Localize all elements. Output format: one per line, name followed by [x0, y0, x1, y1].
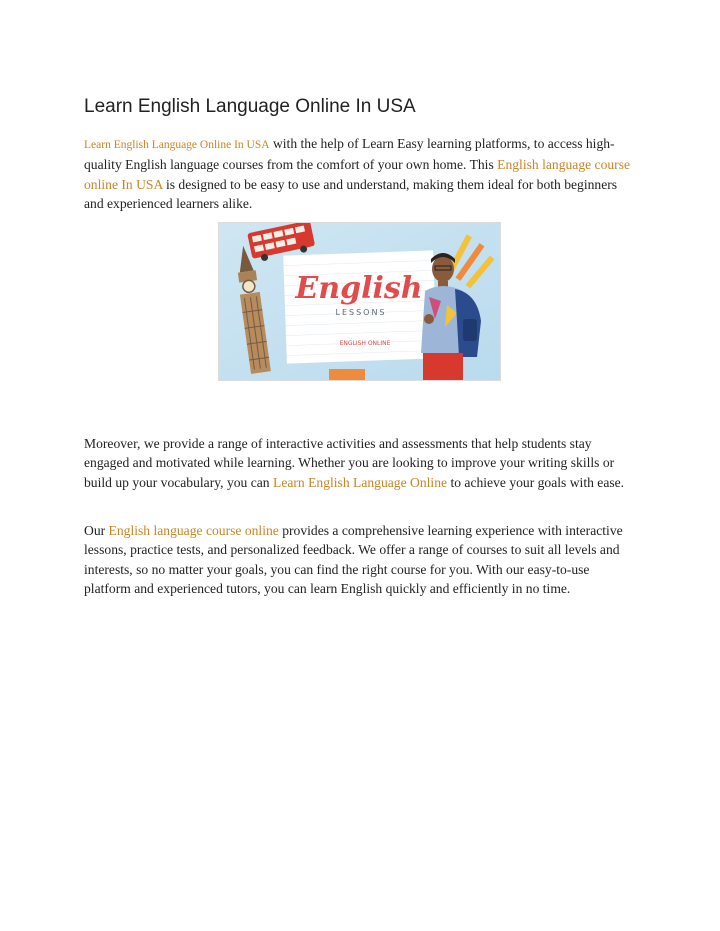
- intro-paragraph: [84, 134, 636, 214]
- interactive-activities-paragraph: [84, 434, 636, 492]
- banner-tagline: ENGLISH ONLINE: [339, 340, 391, 347]
- course-text-0: Our: [84, 523, 109, 538]
- banner-lessons-label: LESSONS: [335, 308, 387, 317]
- english-course-usa-link[interactable]: English language course online In USA: [84, 157, 631, 192]
- course-text-1: provides a comprehensive learning experience with interactive lessons, practice tests, and personalized feedback. We offer a range of courses to suit all levels and interests, so no matter your goals, you can find the right course for you. With our easy-to-use platform and experienced tutors, you can learn English quickly and efficiently in no time.: [84, 523, 623, 597]
- activities-text-2: to achieve your goals with ease.: [447, 474, 625, 490]
- learn-english-online-link[interactable]: Learn English Language Online: [273, 474, 448, 490]
- intro-text-2: is designed to be easy to use and understand, making them ideal for both beginners and experienced learners alike.: [84, 176, 618, 212]
- learn-english-usa-link[interactable]: Learn English Language Online In USA: [84, 139, 270, 151]
- english-course-online-link[interactable]: English language course online: [108, 523, 279, 538]
- banner-illustration: [219, 223, 501, 381]
- english-lessons-banner-image: [218, 222, 501, 381]
- intro-text-1: with the help of Learn Easy learning platforms, to access high-quality English language courses from the comfort of your own home. This: [84, 136, 615, 173]
- activities-text-1: Moreover, we provide a range of interactive activities and assessments that help students stay engaged and motivated while learning. Whether you are looking to improve your writing skills or build up your vocabulary, you can: [84, 436, 615, 490]
- course-description-paragraph: [84, 521, 636, 599]
- banner-english-word: English: [295, 271, 423, 306]
- notebook-icon: [329, 369, 365, 381]
- page-title: Learn English Language Online In USA: [84, 96, 416, 117]
